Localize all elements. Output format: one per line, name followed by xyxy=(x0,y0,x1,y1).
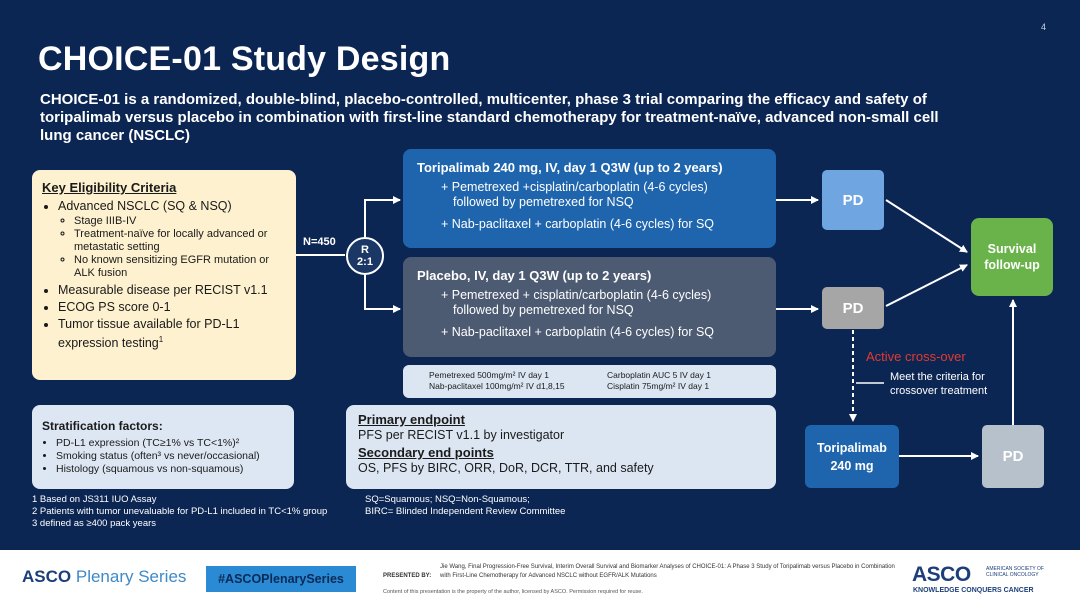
arm-title: Toripalimab 240 mg, IV, day 1 Q3W (up to 2 years) xyxy=(417,160,723,175)
asco-logo: ASCO xyxy=(912,563,971,586)
asco-wordmark: ASCO xyxy=(22,567,72,586)
eligibility-subitem: ◦ Stage IIIB-IV xyxy=(74,215,286,228)
stratification-item: • PD-L1 expression (TC≥1% vs TC<1%)² xyxy=(56,437,284,450)
randomization-circle xyxy=(346,237,384,275)
sample-size-label: N=450 xyxy=(303,236,336,248)
pd-box-crossover: PD xyxy=(982,425,1044,488)
eligibility-item: • ECOG PS score 0-1 xyxy=(58,300,286,315)
stratification-item: • Histology (squamous vs non-squamous) xyxy=(56,463,284,476)
endpoints-box xyxy=(346,405,776,489)
footnote: 2 Patients with tumor unevaluable for PD-L1 included in TC<1% group xyxy=(32,506,328,517)
abbreviation-note: BIRC= Blinded Independent Review Committee xyxy=(365,506,566,517)
eligibility-item-text: Advanced NSCLC (SQ & NSQ) xyxy=(58,199,232,213)
placebo-arm xyxy=(403,257,776,357)
slide-title: CHOICE-01 Study Design xyxy=(38,40,451,78)
crossover-drug: Toripalimab xyxy=(817,440,887,455)
footnotes-right xyxy=(365,494,565,518)
citation-text: Jie Wang, Final Progression-Free Survival, Interim Overall Survival and Biomarker Analyses of CHOICE-01: A Phase 3 Study of Toripalimab versus Placebo in Combination with First-Line Chemotherapy for Advanced NSCLC without EGFR/ALK Mutations xyxy=(440,564,895,579)
eligibility-subitem: ◦ No known sensitizing EGFR mutation or ALK fusion xyxy=(74,254,286,280)
primary-endpoint: PFS per RECIST v1.1 by investigator xyxy=(358,428,565,442)
copyright-text: Content of this presentation is the property of the author, licensed by ASCO. Permission required for reuse. xyxy=(383,589,643,595)
arm-title: Placebo, IV, day 1 Q3W (up to 2 years) xyxy=(417,268,652,283)
eligibility-box xyxy=(32,170,296,380)
crossover-label: Active cross-over xyxy=(866,349,966,364)
dosing-box xyxy=(403,365,776,398)
eligibility-item: • Measurable disease per RECIST v1.1 xyxy=(58,283,286,298)
dose-cisplatin: Cisplatin 75mg/m² IV day 1 xyxy=(607,381,710,391)
eligibility-item-text: Tumor tissue available for PD-L1 expression testing xyxy=(58,317,240,351)
survival-followup-box: Survival follow-up xyxy=(971,218,1053,296)
crossover-dose: 240 mg xyxy=(830,458,874,473)
footnote: 3 defined as ≥400 pack years xyxy=(32,518,157,529)
stratification-heading: Stratification factors: xyxy=(42,419,163,433)
society-name: AMERICAN SOCIETY OF CLINICAL ONCOLOGY xyxy=(986,566,1044,578)
crossover-criteria-text: Meet the criteria for crossover treatment xyxy=(890,371,988,397)
hashtag-badge: #ASCOPlenarySeries xyxy=(206,566,356,592)
abbreviation-note: SQ=Squamous; NSQ=Non-Squamous; xyxy=(365,494,530,505)
randomization-label: R xyxy=(361,244,369,256)
dose-nab-paclitaxel: Nab-paclitaxel 100mg/m² IV d1,8,15 xyxy=(429,381,565,391)
asco-plenary-logo xyxy=(22,567,186,587)
page-number: 4 xyxy=(1041,22,1047,32)
eligibility-item xyxy=(58,317,286,351)
primary-endpoint-heading: Primary endpoint xyxy=(358,412,465,427)
tagline: KNOWLEDGE CONQUERS CANCER xyxy=(913,587,1034,594)
secondary-endpoints: OS, PFS by BIRC, ORR, DoR, DCR, TTR, and safety xyxy=(358,461,654,475)
slide-subtitle: CHOICE-01 is a randomized, double-blind, placebo-controlled, multicenter, phase 3 trial comparing the efficacy and safety of toripalimab versus placebo in combination with first-line standard chemotherapy for treatment-naïve, advanced non-small cell lung cancer (NSCLC) xyxy=(40,91,939,144)
arm-line: + Nab-paclitaxel + carboplatin (4-6 cycles) for SQ xyxy=(441,217,715,231)
arm-line: followed by pemetrexed for NSQ xyxy=(453,303,634,317)
crossover-toripalimab-box xyxy=(805,425,899,488)
plenary-series-text: Plenary Series xyxy=(75,567,187,586)
stratification-item: • Smoking status (often³ vs never/occasional) xyxy=(56,450,284,463)
stratification-box xyxy=(32,405,294,489)
arm-line: + Pemetrexed +cisplatin/carboplatin (4-6 cycles) xyxy=(441,180,708,194)
arm-line: followed by pemetrexed for NSQ xyxy=(453,195,634,209)
dose-pemetrexed: Pemetrexed 500mg/m² IV day 1 xyxy=(429,370,550,380)
toripalimab-arm xyxy=(403,149,776,248)
presented-by-label: PRESENTED BY: xyxy=(383,573,432,579)
footnote: 1 Based on JS311 IUO Assay xyxy=(32,494,157,505)
eligibility-item xyxy=(58,199,286,280)
footnote-marker: 1 xyxy=(158,335,164,344)
pd-box-toripalimab: PD xyxy=(822,170,884,230)
randomization-ratio: 2:1 xyxy=(357,256,373,268)
arm-line: + Pemetrexed + cisplatin/carboplatin (4-6 cycles) xyxy=(441,288,712,302)
arm-line: + Nab-paclitaxel + carboplatin (4-6 cycles) for SQ xyxy=(441,325,715,339)
pd-box-placebo: PD xyxy=(822,287,884,329)
crossover-criteria xyxy=(890,370,1006,398)
secondary-endpoint-heading: Secondary end points xyxy=(358,445,494,460)
dose-carboplatin: Carboplatin AUC 5 IV day 1 xyxy=(607,370,711,380)
footnotes-left xyxy=(32,494,327,530)
eligibility-heading: Key Eligibility Criteria xyxy=(42,180,177,195)
eligibility-subitem: ◦ Treatment-naïve for locally advanced or metastatic setting xyxy=(74,228,286,254)
